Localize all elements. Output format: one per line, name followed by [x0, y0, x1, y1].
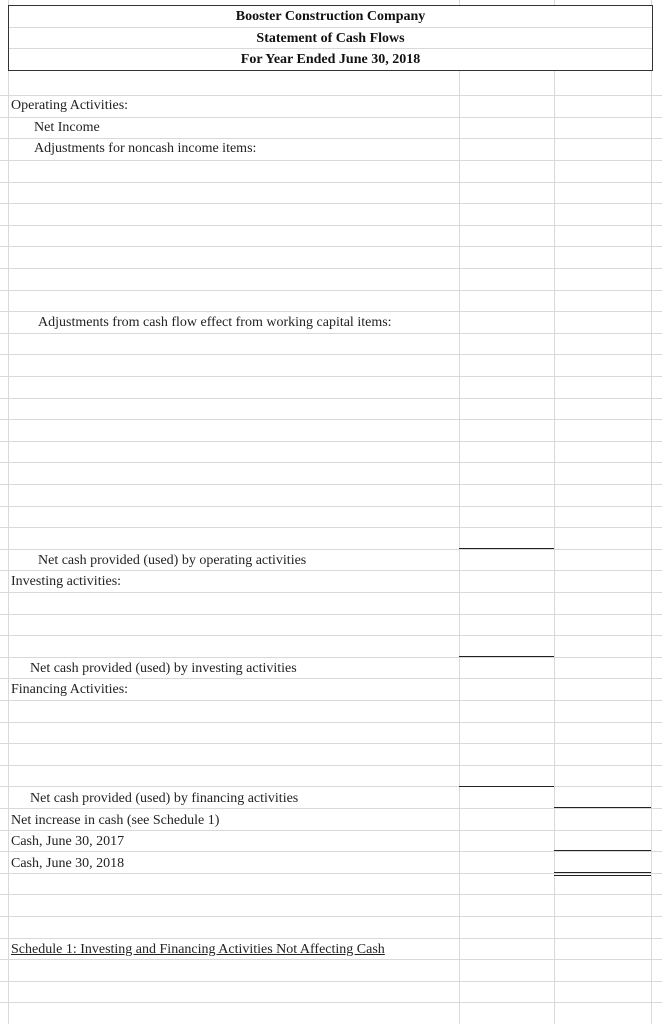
operating-activities-heading: Operating Activities:: [11, 98, 129, 113]
grid-row-line: [0, 894, 662, 895]
cash-2017-label: Cash, June 30, 2017: [11, 834, 125, 849]
grid-row-line: [0, 484, 662, 485]
financing-subtotal-rule: [459, 786, 554, 787]
net-income-label: Net Income: [34, 120, 100, 135]
cash-2018-subtotal-rule: [554, 850, 651, 851]
financing-activities-heading: Financing Activities:: [11, 682, 129, 697]
grid-row-line: [0, 981, 662, 982]
net-investing-cash-label: Net cash provided (used) by investing activities: [30, 661, 297, 676]
statement-header: [8, 5, 653, 71]
grid-row-line: [0, 246, 662, 247]
operating-subtotal-rule: [459, 548, 554, 549]
grid-row-line: [0, 398, 662, 399]
grid-row-line: [0, 160, 662, 161]
grid-row-line: [0, 527, 662, 528]
grid-row-line: [0, 441, 662, 442]
grid-row-line: [0, 203, 662, 204]
working-capital-adjustments-label: Adjustments from cash flow effect from working capital items:: [38, 315, 392, 330]
grid-row-line: [0, 657, 662, 658]
cash-2018-double-rule-bottom: [554, 875, 651, 876]
grid-row-line: [0, 916, 662, 917]
statement-title: Statement of Cash Flows: [256, 31, 405, 46]
noncash-adjustments-label: Adjustments for noncash income items:: [34, 141, 257, 156]
header-row-line: [9, 27, 652, 28]
grid-row-line: [0, 635, 662, 636]
grid-column-line: [8, 0, 9, 1024]
grid-row-line: [0, 592, 662, 593]
grid-row-line: [0, 549, 662, 550]
schedule-1-heading: Schedule 1: Investing and Financing Activities Not Affecting Cash: [11, 942, 385, 957]
company-name: Booster Construction Company: [235, 9, 426, 24]
investing-subtotal-rule: [459, 656, 554, 657]
grid-row-line: [0, 376, 662, 377]
grid-row-line: [0, 268, 662, 269]
grid-column-line: [459, 0, 460, 1024]
grid-column-line: [651, 0, 652, 1024]
grid-row-line: [0, 743, 662, 744]
net-increase-cash-label: Net increase in cash (see Schedule 1): [11, 813, 220, 828]
grid-row-line: [0, 700, 662, 701]
grid-row-line: [0, 1002, 662, 1003]
net-financing-cash-label: Net cash provided (used) by financing activities: [30, 791, 299, 806]
grid-row-line: [0, 462, 662, 463]
grid-row-line: [0, 786, 662, 787]
grid-row-line: [0, 419, 662, 420]
grid-row-line: [0, 182, 662, 183]
grid-row-line: [0, 290, 662, 291]
grid-row-line: [0, 333, 662, 334]
grid-row-line: [0, 614, 662, 615]
investing-activities-heading: Investing activities:: [11, 574, 122, 589]
grid-row-line: [0, 938, 662, 939]
grid-row-line: [0, 765, 662, 766]
net-increase-total-rule: [554, 807, 651, 808]
cash-2018-double-rule-top: [554, 872, 651, 873]
grid-row-line: [0, 225, 662, 226]
net-operating-cash-label: Net cash provided (used) by operating activities: [38, 553, 307, 568]
cash-2018-label: Cash, June 30, 2018: [11, 856, 125, 871]
grid-column-line: [554, 0, 555, 1024]
grid-row-line: [0, 354, 662, 355]
grid-row-line: [0, 311, 662, 312]
statement-period: For Year Ended June 30, 2018: [240, 52, 421, 67]
grid-row-line: [0, 506, 662, 507]
grid-row-line: [0, 722, 662, 723]
